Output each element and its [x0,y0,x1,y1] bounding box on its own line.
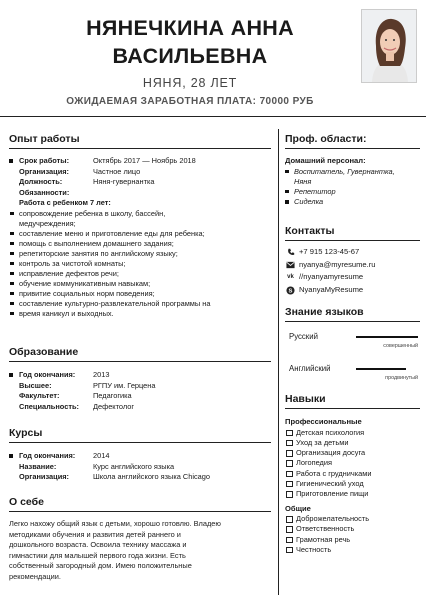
vk-profile[interactable]: //nyanyamyresume [299,272,364,282]
child-work-title: Работа с ребенком 7 лет: [19,198,111,207]
contact-email [285,259,420,272]
contact-skype [285,284,420,297]
education-title: Образование [9,346,79,358]
vk-icon: vk [287,274,294,281]
course-row [9,451,271,462]
experience-value: Частное лицо [93,166,141,176]
contact-phone [285,246,420,259]
experience-value [93,188,271,199]
courses-title: Курсы [9,427,43,439]
phone-icon [285,247,296,258]
education-label: Специальность: [19,401,79,411]
experience-label: Организация: [19,166,70,176]
position-age: НЯНЯ, 28 ЛЕТ [142,76,238,90]
phone-number: +7 915 123-45-67 [299,247,360,256]
course-label: Год окончания: [9,451,93,462]
list-item: помощь с выполнением домашнего задания; [9,239,271,249]
list-item: время каникул и выходных. [9,309,271,319]
list-item: Детская психология [285,428,420,438]
education-row [9,402,271,413]
prof-areas-subtitle: Домашний персонал: [285,156,366,165]
education-label: Факультет: [19,391,60,400]
skills-rule [285,408,420,409]
education-value: РГПУ им. Герцена [93,380,156,390]
language-level: совершенный [383,343,418,349]
about-rule [9,511,271,512]
list-item: составление культурно-развлекательной программы на [9,299,271,309]
skype-icon [285,285,296,296]
list-item: Уход за детьми [285,438,420,448]
list-item: Гигиенический уход [285,479,420,489]
experience-label: Обязанности: [19,187,70,197]
contacts-rule [285,240,420,241]
course-label: Название: [19,461,57,471]
list-item: составление меню и приготовление еды для ребенка; [9,229,271,239]
course-row [9,462,271,473]
education-row [9,370,271,381]
about-title: О себе [9,496,44,508]
profile-photo [361,9,417,83]
education-value: Педагогика [93,391,132,400]
list-item: Няня [294,176,312,186]
avatar-portrait [362,10,417,83]
about-line: гимнастики для малышей первого года жизни. Есть [9,550,186,560]
about-line: дошкольного возраста. Освоила технику массажа и [9,540,187,550]
language-row [285,360,420,386]
about-line: методиками обучения и развития детей раннего и [9,529,181,539]
prof-areas-rule [285,148,420,149]
list-item: Работа с грудничками [285,469,420,479]
course-value: 2014 [93,451,110,460]
list-item: сопровождение ребенка в школу, бассейн, [9,209,271,219]
contacts-title: Контакты [285,225,335,237]
education-section [9,370,271,412]
education-value: Дефектолог [93,401,135,411]
name-line-2: ВАСИЛЬЕВНА [112,44,268,68]
expected-salary: ОЖИДАЕМАЯ ЗАРАБОТНАЯ ПЛАТА: 70000 РУБ [66,96,314,107]
list-item: медучреждения; [19,218,76,228]
skills-section [285,417,420,555]
name-line-1: НЯНЕЧКИНА АННА [86,16,294,40]
experience-row [9,156,271,167]
education-row [9,381,271,392]
contact-vk [285,271,420,284]
education-rule [9,361,271,362]
course-value: Курс английского языка [93,461,175,471]
list-item: обучение коммуникативным навыкам; [9,279,271,289]
education-label: Год окончания: [9,370,93,381]
experience-rule [9,148,271,149]
list-item: Репетитор [285,187,420,197]
experience-value: Няня-гувернантка [93,177,155,186]
general-skills-list [285,514,420,555]
contacts-section [285,246,420,296]
about-line: собственный загородный дом. Имею положительные [9,561,192,571]
course-label: Организация: [19,472,70,481]
languages-title: Знание языков [285,306,364,318]
prof-areas-title: Проф. области: [285,133,367,145]
email-address[interactable]: nyanya@myresume.ru [299,259,376,269]
list-item: привитие социальных норм поведения; [9,289,271,299]
education-label: Высшее: [19,380,52,390]
list-item: Сиделка [285,197,420,207]
list-item: Ответственность [285,524,420,534]
experience-label: Срок работы: [9,156,93,167]
candidate-name [20,14,360,70]
list-item: контроль за чистотой комнаты; [9,259,271,269]
svg-text:S: S [288,288,293,295]
list-item: Честность [285,545,420,555]
education-value: 2013 [93,370,110,379]
experience-value: Октябрь 2017 — Ноябрь 2018 [93,156,196,165]
course-row [9,472,271,483]
professional-skills-list [285,428,420,500]
education-row [9,391,271,402]
list-item: Организация досуга [285,448,420,458]
header-divider [0,116,426,117]
language-level-bar [356,336,418,338]
experience-row [9,188,271,199]
list-item: Логопедия [285,458,420,468]
experience-row [9,177,271,188]
experience-row [9,167,271,178]
general-skills-title: Общие [285,503,311,513]
resume-header [0,0,426,122]
language-level-bar [356,368,406,370]
professional-skills-title: Профессиональные [285,417,362,426]
language-name: Английский [289,364,331,373]
list-item: Воспитатель, Гувернантка, [285,167,420,177]
list-item: Грамотная речь [285,535,420,545]
about-line: рекомендации. [9,571,61,581]
list-item: Приготовление пищи [285,489,420,499]
languages-rule [285,321,420,322]
prof-areas-list [285,167,420,208]
courses-rule [9,442,271,443]
language-row [285,328,420,354]
email-icon [285,259,296,270]
column-divider [278,129,279,595]
language-level: продвинутый [385,375,418,381]
experience-title: Опыт работы [9,133,80,145]
experience-label: Должность: [19,177,63,186]
experience-section [9,156,271,319]
list-item: Доброжелательность [285,514,420,524]
list-item: репетиторские занятия по английскому языку; [9,249,271,259]
courses-section [9,451,271,483]
skype-handle[interactable]: NyanyaMyResume [299,284,364,294]
languages-section [285,328,420,386]
duties-list [9,209,271,319]
list-item: исправление дефектов речи; [9,269,271,279]
course-value: Школа английского языка Chicago [93,472,211,481]
prof-areas-section [285,156,420,207]
about-text [9,519,271,583]
about-line: Легко нахожу общий язык с детьми, хорошо готовлю. Владею [9,519,221,528]
language-name: Русский [289,332,318,341]
skills-title: Навыки [285,393,326,405]
